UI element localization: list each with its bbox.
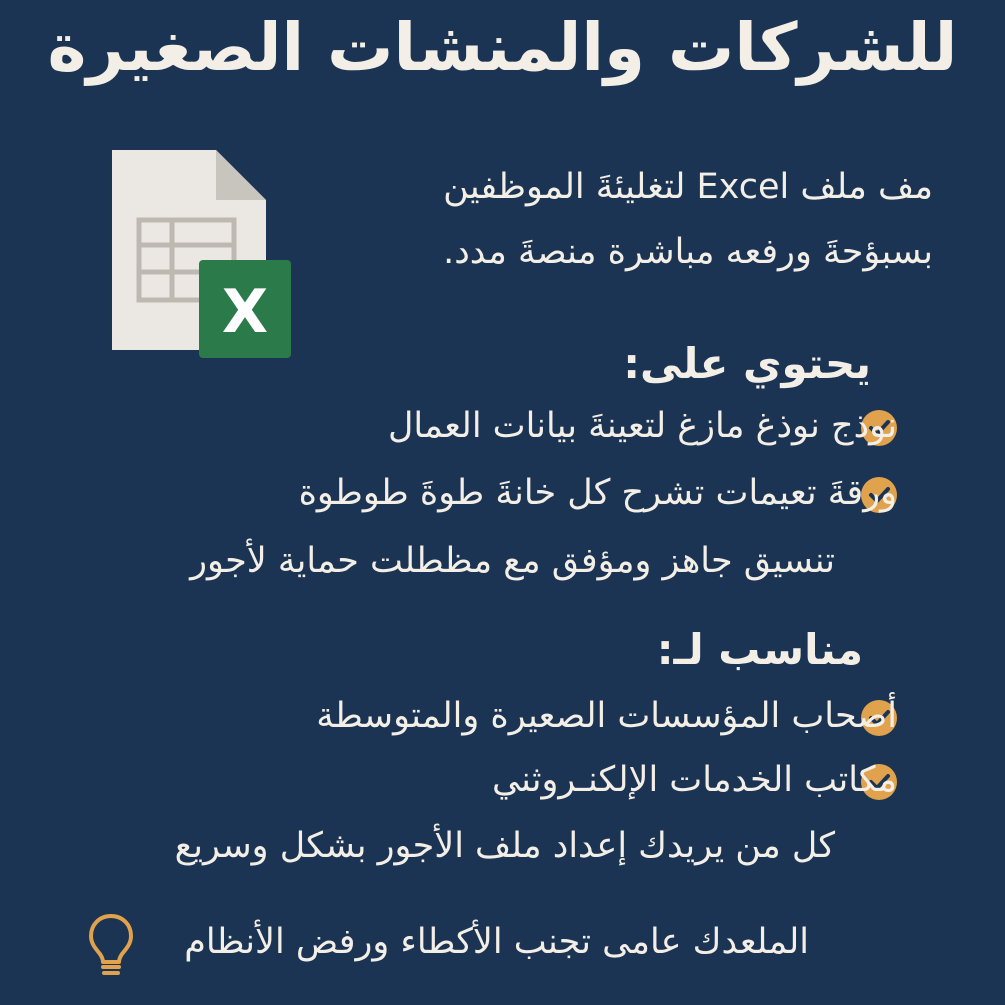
contents-heading: يحتوي على: — [623, 339, 871, 388]
lightbulb-icon — [88, 913, 134, 979]
audience-item-3: كل من يريدك إعداد ملف الأجور بشكل وسريع — [174, 826, 835, 866]
tip-text: الملعدك عامى تجنب الأكطاء ورفض الأنظام — [184, 922, 809, 962]
intro-line-2: بسبؤحةَ ورفعه مباشرة منصةَ مدد. — [443, 232, 933, 272]
intro-line-1: مف ملف Excel لتغليئةَ الموظفين — [443, 167, 933, 207]
page-title: للشركات والمنشات الصغيرة — [47, 9, 958, 86]
audience-item-1: أصحاب المؤسسات الصعيرة والمتوسطة — [316, 696, 897, 736]
excel-file-icon — [104, 150, 294, 360]
contents-item-1: نوذج نوذغ مازغ لتعينةَ بيانات العمال — [387, 406, 897, 446]
contents-item-3: تنسيق جاهز ومؤفق مع مظطلت حماية لأجور — [190, 541, 835, 581]
audience-item-2: مكاتب الخدمات الإلكنـروثني — [492, 760, 897, 800]
contents-item-2: ورقةَ تعيمات تشرح كل خانةَ طوةَ طوطوة — [298, 473, 897, 513]
excel-badge-letter: X — [221, 277, 269, 347]
audience-heading: مناسب لـ: — [656, 625, 863, 674]
